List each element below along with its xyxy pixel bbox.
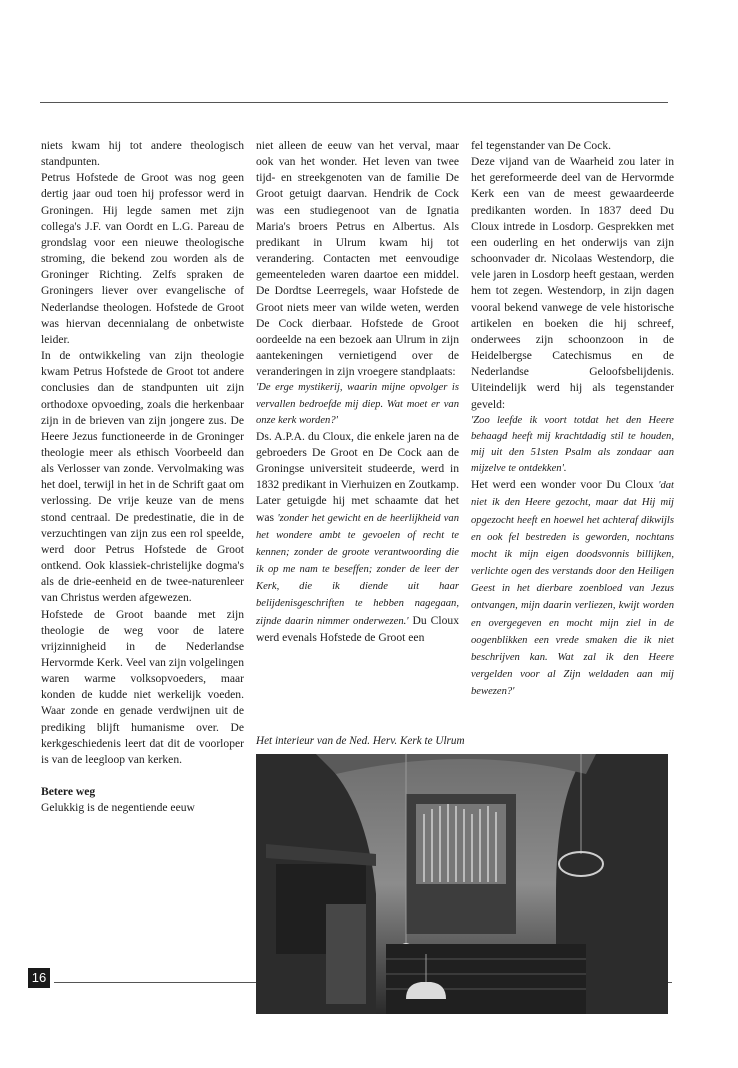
photo-illustration xyxy=(256,754,668,1014)
text-column-3 xyxy=(471,138,674,700)
paragraph: niets kwam hij tot andere theologisch standpunten. xyxy=(41,139,244,169)
bottom-rule-right xyxy=(668,982,672,983)
paragraph-text: Ds. A.P.A. du Cloux, die enkele jaren na de gebroeders De Groot en De Cock aan de Groningse universiteit studeerde, werd in 1832 predikant in Vierhuizen en Zoutkamp. Later getuigde hij met schaamte dat het was xyxy=(256,429,459,524)
top-rule xyxy=(40,102,668,103)
bottom-rule xyxy=(54,982,256,983)
subheading: Betere weg xyxy=(41,785,96,799)
quote: 'De erge mystikerij, waarin mijne opvolger is vervallen bedroefde mij diep. Wat moet er van onze kerk worden?' xyxy=(256,382,459,426)
quote: 'zonder het gewicht en de heerlijkheid van het wondere ambt te gevoelen of recht te kennen; zonder de groote verantwoording die ik op me nam te beseffen; zonder de leer der Kerk, die ik diende uit haar belijdenisgeschriften te hebben nagegaan, zijnde daarin nimmer onderwezen.' xyxy=(256,512,459,627)
paragraph: Hofstede de Groot baande met zijn theologie de weg voor de latere vrijzinnigheid in de Nederlandse Hervormde Kerk. Veel van zijn volgelingen waren warme volksopvoeders, maar konden de kudde niet werkelijk voeden. Waar zonde en genade verdwijnen uit de prediking blijft humanisme over. De kerkgeschiedenis leert dat dit de voorloper is van de leegloop van kerken. xyxy=(41,607,244,766)
quote: 'Zoo leefde ik voort totdat het den Heere behaagd heeft mij krachtdadig stil te houden, mij uit den 51sten Psalm als zondaar aan mijzelve te ontdekken'. xyxy=(471,414,674,475)
page-number: 16 xyxy=(28,968,50,988)
paragraph-text: Du Cloux werd evenals Hofstede de Groot een xyxy=(256,613,460,644)
paragraph: Petrus Hofstede de Groot was nog geen dertig jaar oud toen hij professor werd in Groningen. Hij legde samen met zijn collega's J.F. van Oordt en L.G. Pareau de grondslag voor een nieuwe theologische stroming, die bekend zou worden als de Groninger Richting. Zelfs spraken de Groningers liever over evangelische of Nederlandse theologen. Hofstede de Groot was hiervan decennialang de onbetwiste leider. xyxy=(41,171,244,346)
paragraph: In de ontwikkeling van zijn theologie kwam Petrus Hofstede de Groot tot andere conclusies dan de standpunten uit zijn orthodoxe opvoeding, zoals die herkenbaar zijn in de brieven van zijn jongere zus. De Heere Jezus functioneerde in de Groninger theologie meer als ethisch Voorbeeld dan als Verlosser van zonde. Vervolmaking was het doel, terwijl in het in de Schrift gaat om verlossing. De vrije keuze van de mens stond centraal. De predestinatie, die in de verzuchtingen van zijn zus een rol speelde, werd door Petrus Hofstede de Groot ontkend. Ook klassiek-christelijke dogma's als de drie-eenheid en de twee-naturenleer van Christus werden afgewezen. xyxy=(41,349,244,605)
quote: 'dat niet ik den Heere gezocht, maar dat Hij mij opgezocht heeft en hoewel het achteraf dikwijls en ook fel bestreden is geworden, nochtans mocht ik mijn eigen doodsvonnis billijken, verlichte ogen des verstands door den Heiligen Geest in het dierbare zoenbloed van Jezus ontvangen, mijn daarin verliezen, kwijt worden en overgegeven en mocht mijn ziel in de oogenblikken een vrede smaken die ik niet beschrijven kan. Wat zal ik den Heere vergelden voor al Zijn weldaden aan mij bewezen?' xyxy=(471,480,674,698)
text-column-2 xyxy=(256,138,459,646)
paragraph xyxy=(256,429,459,646)
text-column-1 xyxy=(41,138,244,816)
paragraph: Gelukkig is de negentiende eeuw xyxy=(41,801,195,815)
paragraph: Deze vijand van de Waarheid zou later in het gereformeerde deel van de Hervormde Kerk een van de meest gewaardeerde predikanten worden. In 1837 deed Du Cloux intrede in Losdorp. Gesprekken met een ouderling en het onderwijs van zijn schoonvader dr. Nicolaas Westendorp, die vele jaren in Losdorp heeft gestaan, werden hem tot zegen. Westendorp, in zijn dagen vooral bekend vanwege de vele historische artikelen en boeken die hij schreef, onderwees zijn schoonzoon in de Heidelbergse Catechismus en de Nederlandse Geloofsbelijdenis. Uiteindelijk werd hij als tegenstander geveld: xyxy=(471,155,674,411)
paragraph-text: Het werd een wonder voor Du Cloux xyxy=(471,478,654,492)
church-interior-photo xyxy=(256,754,668,1014)
paragraph: fel tegenstander van De Cock. xyxy=(471,139,612,152)
paragraph: niet alleen de eeuw van het verval, maar ook van het wonder. Het leven van twee tijd- en streekgenoten van de familie De Groot getuigt daarvan. Hendrik de Cock was een studiegenoot van de Ignatia Maria's broers Petrus en Albertus. Als predikant in Ulrum kwam hij tot verandering. Contacten met eenvoudige gemeenteleden waren daartoe een middel. De Dordtse Leerregels, waar Hofstede de Groot niets meer van wilde weten, werden De Cock dierbaar. Hofstede de Groot oordeelde na een bezoek aan Ulrum in zijn aantekeningen vernietigend over de veranderingen in zijn vroegere standplaats: xyxy=(256,139,459,379)
figure-caption: Het interieur van de Ned. Herv. Kerk te Ulrum xyxy=(256,735,465,747)
paragraph xyxy=(471,477,674,700)
